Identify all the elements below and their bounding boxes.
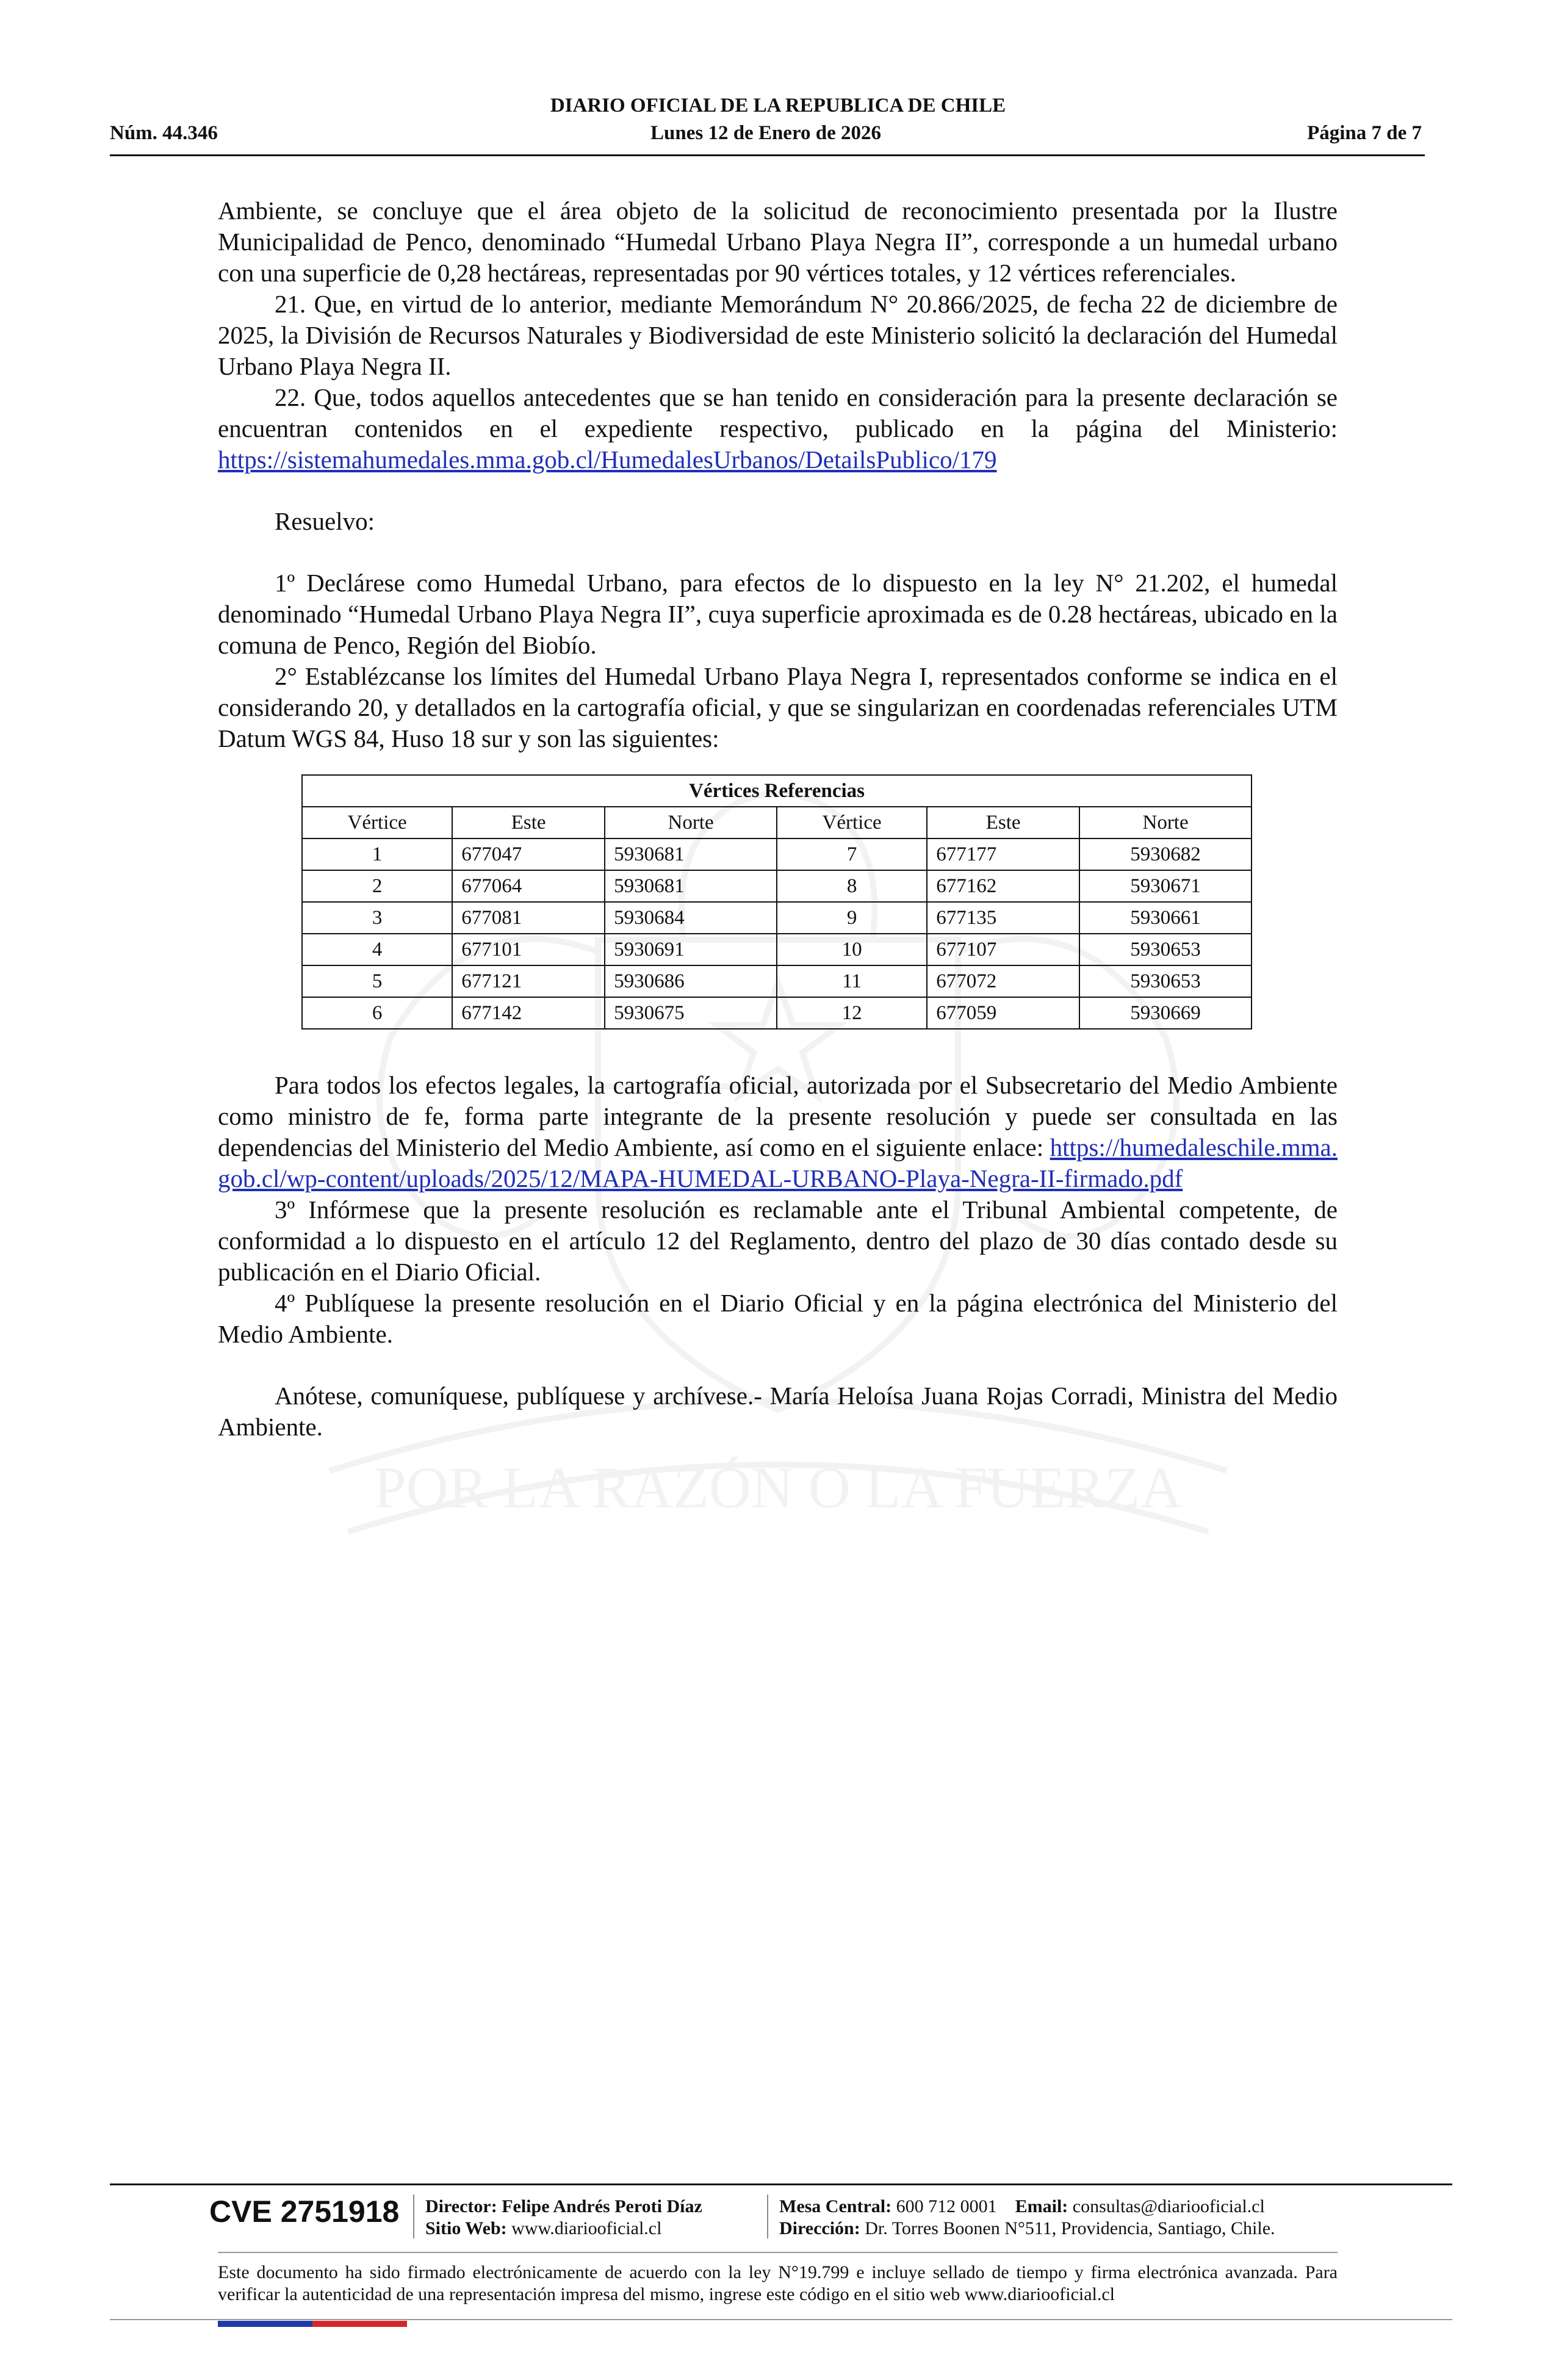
page-indicator: Página 7 de 7 [1307,122,1422,144]
header-row [110,122,1422,153]
mesa-value: 600 712 0001 [896,2196,997,2216]
table-cell: 5930681 [605,838,777,870]
table-row [302,870,1252,902]
footer-rule-bottom [110,2319,1452,2320]
table-cell: 5930682 [1079,838,1252,870]
closing-signature: Anótese, comuníquese, publíquese y archívese.- María Heloísa Juana Rojas Corradi, Ministra del Medio Ambiente. [218,1382,1338,1441]
address-label: Dirección: [779,2218,860,2238]
table-cell: 677081 [452,902,605,934]
paragraph-21: 21. Que, en virtud de lo anterior, mediante Memorándum N° 20.866/2025, de fecha 22 de diciembre de 2025, la División de Recursos Naturales y Biodiversidad de este Ministerio solicitó la declaración del Humedal Urbano Playa Negra II. [218,290,1338,380]
resolution-4: 4º Publíquese la presente resolución en el Diario Oficial y en la página electrónica del Ministerio del Medio Ambiente. [218,1289,1338,1348]
footer-director-block [425,2196,702,2240]
table-cell: 3 [302,902,452,934]
cve-code: CVE 2751918 [209,2194,400,2229]
table-cell: 677135 [927,902,1079,934]
table-cell: 12 [777,997,927,1029]
expediente-link[interactable]: https://sistemahumedales.mma.gob.cl/HumedalesUrbanos/DetailsPublico/179 [218,445,997,474]
col-header-norte: Norte [605,807,777,838]
table-cell: 677101 [452,934,605,965]
paragraph-continuation: Ambiente, se concluye que el área objeto de la solicitud de reconocimiento presentada por la Ilustre Municipalidad de Penco, denominado “Humedal Urbano Playa Negra II”, corresponde a un humedal urbano con una superficie de 0,28 hectáreas, representadas por 90 vértices totales, y 12 vértices referenciales. [218,197,1338,287]
vertices-table [301,774,1252,1030]
table-cell: 1 [302,838,452,870]
table-cell: 677162 [927,870,1079,902]
col-header-vertice: Vértice [302,807,452,838]
site-value[interactable]: www.diariooficial.cl [511,2218,662,2238]
table-cell: 677142 [452,997,605,1029]
table-cell: 677064 [452,870,605,902]
table-row [302,997,1252,1029]
document-body [218,195,1338,1443]
issue-date: Lunes 12 de Enero de 2026 [650,122,882,144]
table-cell: 5930681 [605,870,777,902]
table-cell: 677059 [927,997,1079,1029]
signature-notice: Este documento ha sido firmado electrónicamente de acuerdo con la ley N°19.799 e incluye sellado de tiempo y firma electrónica avanzada. Para verificar la autenticidad de una representación impresa del mismo, ingrese este código en el sitio web www.diariooficial.cl [218,2262,1338,2304]
footer-rule-top [110,2183,1452,2185]
table-cell: 677177 [927,838,1079,870]
resuelvo-heading: Resuelvo: [275,507,375,535]
paragraph-22-text: 22. Que, todos aquellos antecedentes que se han tenido en consideración para la presente declaración se encuentran contenidos en el expediente respectivo, publicado en la página del Ministerio: [218,383,1338,442]
table-row [302,838,1252,870]
table-cell: 677107 [927,934,1079,965]
col-header-vertice: Vértice [777,807,927,838]
table-caption: Vértices Referencias [302,775,1252,807]
footer-divider [767,2194,768,2238]
table-cell: 7 [777,838,927,870]
contact-line [779,2196,1275,2218]
address-line [779,2218,1275,2240]
resolution-2: 2° Establézcanse los límites del Humedal Urbano Playa Negra I, representados conforme se indica en el considerando 20, y detallados en la cartografía oficial, y que se singularizan en coordenadas referenciales UTM Datum WGS 84, Huso 18 sur y son las siguientes: [218,662,1338,752]
table-cell: 5930653 [1079,934,1252,965]
flag-stripe-blue [218,2321,312,2327]
table-cell: 5930691 [605,934,777,965]
cartography-link[interactable]: https://humedaleschile.mma.gob.cl/wp-content/uploads/2025/12/MAPA-HUMEDAL-URBANO-Playa-Negra-II-firmado.pdf [218,1133,1338,1192]
header-rule [110,154,1425,156]
col-header-este: Este [927,807,1079,838]
table-cell: 5930653 [1079,965,1252,997]
table-cell: 6 [302,997,452,1029]
email-label: Email: [1015,2196,1068,2216]
col-header-norte: Norte [1079,807,1252,838]
table-cell: 9 [777,902,927,934]
flag-stripe-red [312,2321,407,2327]
mesa-label: Mesa Central: [779,2196,892,2216]
footer-contact-block [779,2196,1275,2240]
paragraph-22 [218,382,1338,475]
director-label: Director: [425,2196,497,2216]
table-cell: 677072 [927,965,1079,997]
newspaper-title: DIARIO OFICIAL DE LA REPUBLICA DE CHILE [550,95,1006,117]
resolution-1: 1º Declárese como Humedal Urbano, para efectos de lo dispuesto en la ley N° 21.202, el humedal denominado “Humedal Urbano Playa Negra II”, cuya superficie aproximada es de 0.28 hectáreas, ubicado en la comuna de Penco, Región del Biobío. [218,569,1338,659]
table-cell: 677047 [452,838,605,870]
table-cell: 4 [302,934,452,965]
email-value[interactable]: consultas@diariooficial.cl [1072,2196,1265,2216]
table-row [302,965,1252,997]
director-value: Felipe Andrés Peroti Díaz [502,2196,702,2216]
resolution-3: 3º Infórmese que la presente resolución es reclamable ante el Tribunal Ambiental competente, de conformidad a lo dispuesto en el artículo 12 del Reglamento, dentro del plazo de 30 días contado desde su publicación en el Diario Oficial. [218,1195,1338,1286]
table-cell: 5930684 [605,902,777,934]
table-cell: 2 [302,870,452,902]
table-row [302,934,1252,965]
site-label: Sitio Web: [425,2218,507,2238]
table-cell: 11 [777,965,927,997]
watermark-motto: POR LA RAZÓN O LA FUERZA [373,1455,1183,1520]
cartography-text: Para todos los efectos legales, la cartografía oficial, autorizada por el Subsecretario del Medio Ambiente como ministro de fe, forma parte integrante de la presente resolución y puede ser consultada en las dependencias del Ministerio del Medio Ambiente, así como en el siguiente enlace: [218,1071,1338,1161]
table-cell: 5 [302,965,452,997]
table-cell: 677121 [452,965,605,997]
cartography-paragraph [218,1070,1338,1194]
footer-rule-middle [218,2252,1338,2253]
table-cell: 5930661 [1079,902,1252,934]
table-cell: 8 [777,870,927,902]
table-row [302,902,1252,934]
footer-divider [413,2194,414,2238]
table-cell: 5930669 [1079,997,1252,1029]
issue-number: Núm. 44.346 [110,122,218,144]
director-line [425,2196,702,2218]
table-cell: 10 [777,934,927,965]
table-cell: 5930671 [1079,870,1252,902]
table-cell: 5930686 [605,965,777,997]
table-cell: 5930675 [605,997,777,1029]
col-header-este: Este [452,807,605,838]
site-line [425,2218,702,2240]
address-value: Dr. Torres Boonen N°511, Providencia, Santiago, Chile. [865,2218,1275,2238]
